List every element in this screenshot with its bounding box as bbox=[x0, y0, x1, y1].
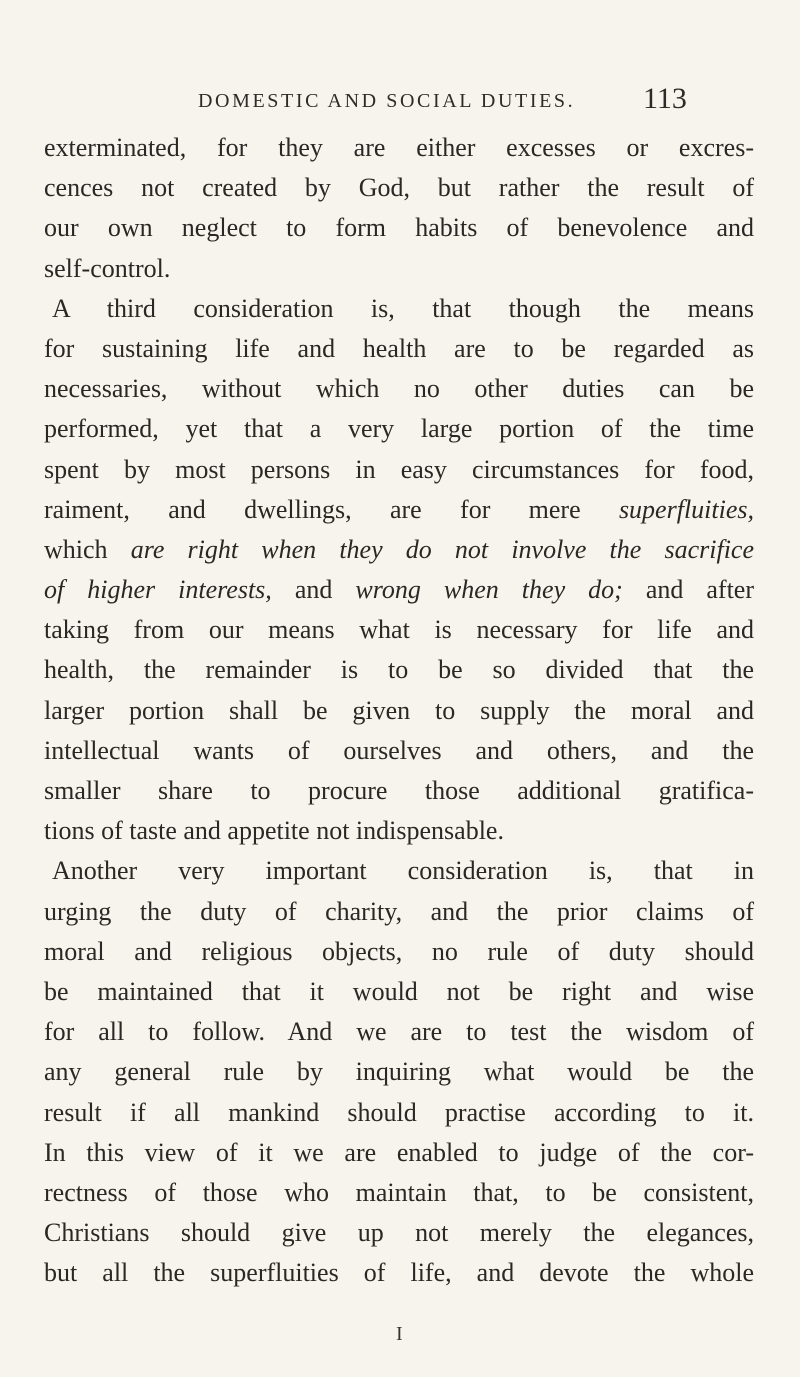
plain-text: raiment, and dwellings, are for mere bbox=[44, 494, 619, 524]
text-line: for all to follow. And we are to test the wisdom of bbox=[44, 1017, 754, 1047]
text-line: Christians should give up not merely the elegances, bbox=[44, 1218, 754, 1248]
plain-text: and bbox=[271, 575, 356, 605]
italic-text: of higher interests, bbox=[44, 575, 272, 605]
text-line: moral and religious objects, no rule of duty should bbox=[44, 936, 754, 966]
italic-text: superfluities, bbox=[618, 494, 754, 524]
text-line-mixed bbox=[44, 490, 754, 530]
text-line: any general rule by inquiring what would be the bbox=[44, 1057, 754, 1087]
italic-text: are right when they do not involve the sacrifice bbox=[130, 534, 754, 564]
italic-text: wrong when they do; bbox=[355, 575, 623, 605]
text-line: exterminated, for they are either excesses or excres- bbox=[44, 133, 754, 162]
text-line: cences not created by God, but rather the result of bbox=[44, 173, 754, 203]
plain-text: and after bbox=[622, 575, 754, 605]
text-line: intellectual wants of ourselves and others, and the bbox=[44, 735, 754, 765]
text-line: self-control. bbox=[44, 253, 171, 283]
text-line: taking from our means what is necessary for life and bbox=[44, 615, 754, 645]
text-line: tions of taste and appetite not indispensable. bbox=[44, 816, 504, 846]
text-line-mixed bbox=[44, 570, 754, 610]
plain-text: which bbox=[44, 534, 131, 564]
text-line: but all the superfluities of life, and devote the whole bbox=[44, 1258, 754, 1288]
text-line-mixed bbox=[44, 530, 754, 570]
text-line: smaller share to procure those additional gratifica- bbox=[44, 776, 754, 805]
text-line: be maintained that it would not be right and wise bbox=[44, 976, 754, 1006]
text-line: In this view of it we are enabled to judge of the cor- bbox=[44, 1137, 754, 1167]
text-line: health, the remainder is to be so divided that the bbox=[44, 655, 754, 685]
running-header bbox=[0, 82, 800, 122]
body-text bbox=[44, 128, 754, 1293]
text-line: urging the duty of charity, and the prior claims of bbox=[44, 896, 754, 926]
text-line: spent by most persons in easy circumstances for food, bbox=[44, 454, 754, 484]
text-line: performed, yet that a very large portion of the time bbox=[44, 414, 754, 444]
running-title: DOMESTIC AND SOCIAL DUTIES. bbox=[198, 90, 576, 112]
signature-mark: I bbox=[396, 1323, 403, 1345]
text-line: our own neglect to form habits of benevolence and bbox=[44, 213, 754, 243]
text-line: rectness of those who maintain that, to be consistent, bbox=[44, 1177, 754, 1207]
text-line: necessaries, without which no other duties can be bbox=[44, 374, 754, 404]
paragraph-start-line: A third consideration is, that though the means bbox=[52, 293, 754, 323]
paragraph-start-line: Another very important consideration is, that in bbox=[52, 856, 754, 886]
page-number: 113 bbox=[643, 82, 687, 115]
text-line: larger portion shall be given to supply the moral and bbox=[44, 695, 754, 725]
text-line: result if all mankind should practise according to it. bbox=[44, 1097, 754, 1127]
text-line: for sustaining life and health are to be regarded as bbox=[44, 333, 754, 363]
